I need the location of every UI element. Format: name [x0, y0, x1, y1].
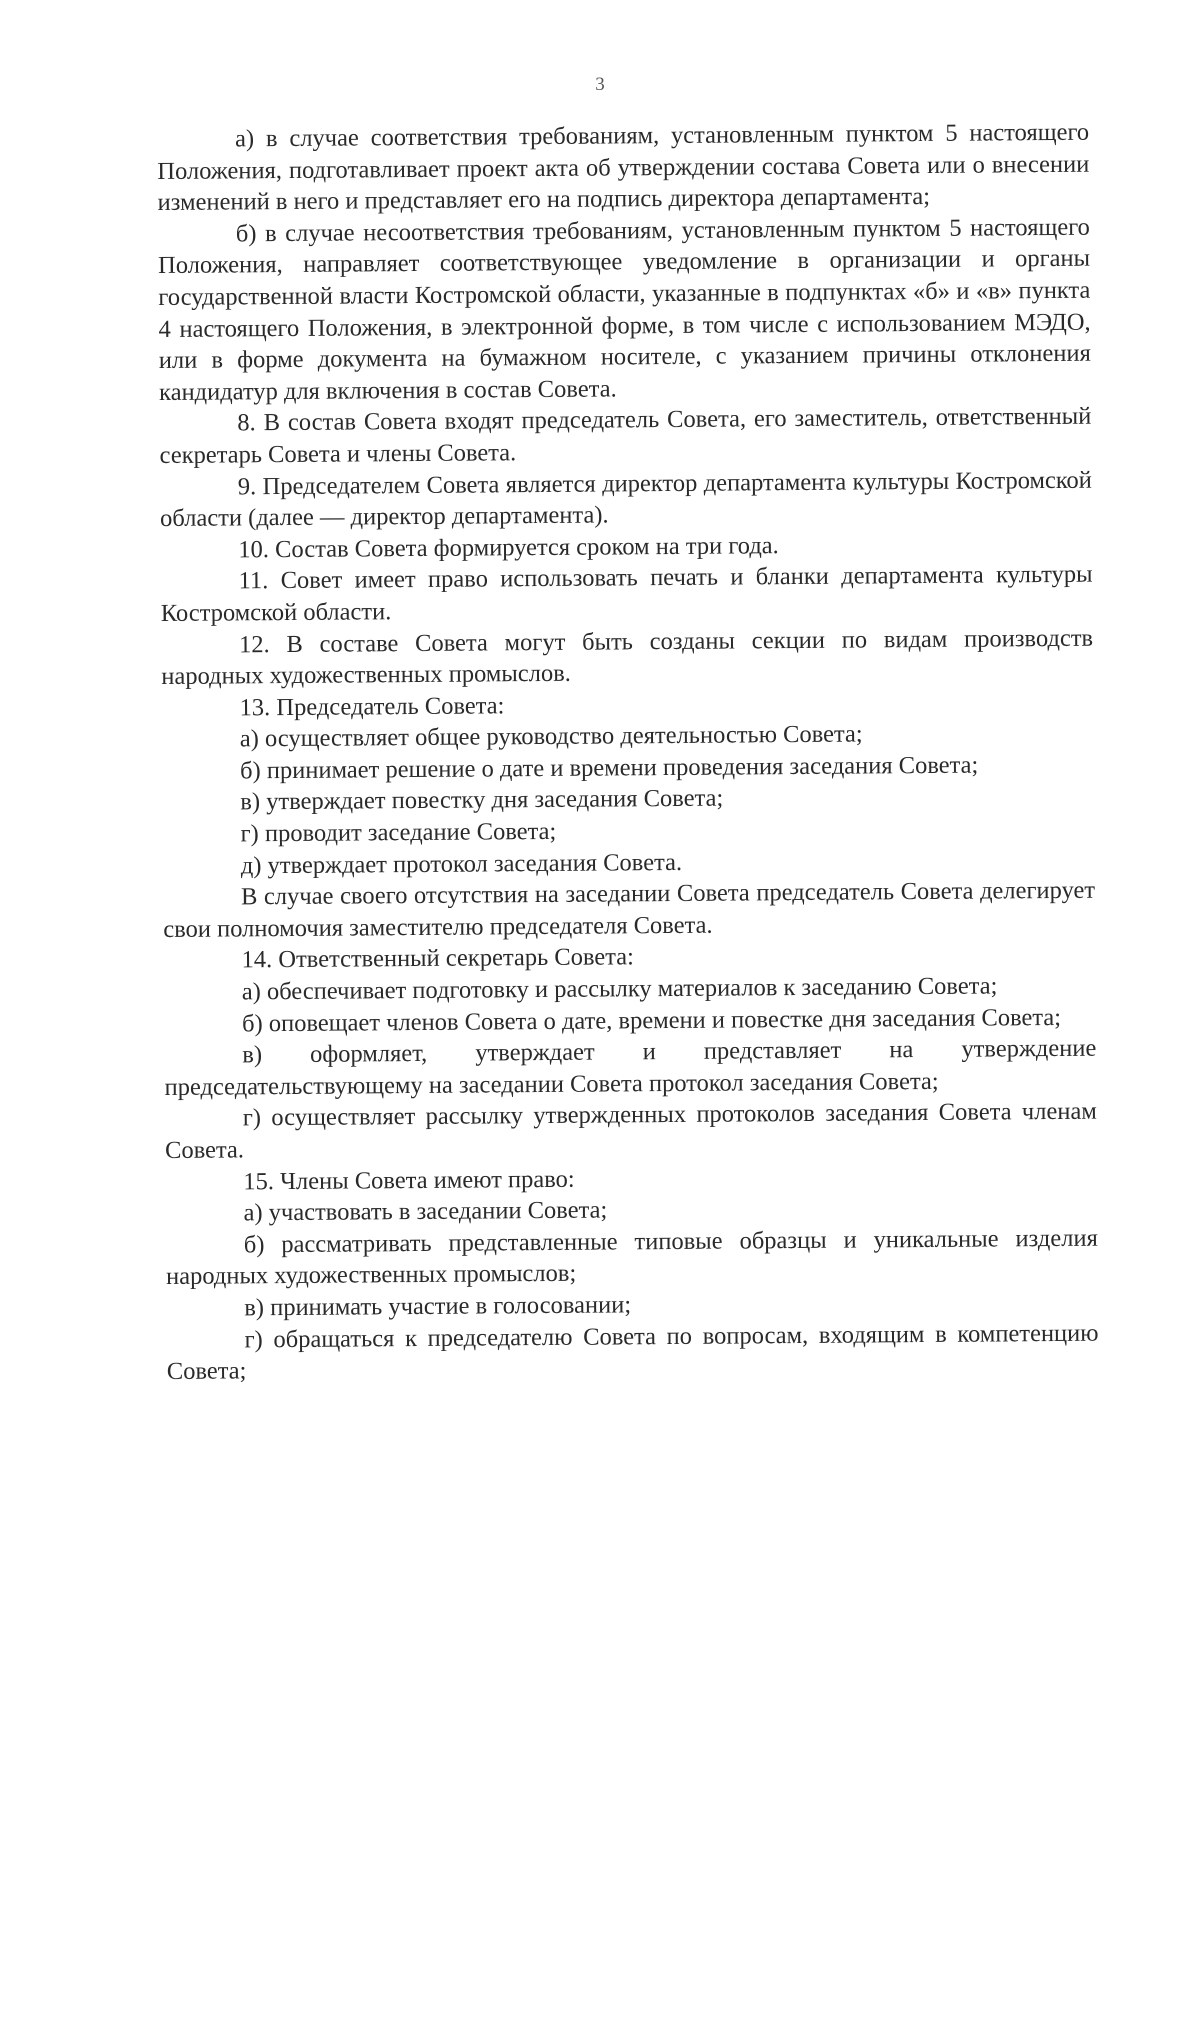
paragraph-15c: в) принимать участие в голосовании;	[244, 1291, 632, 1322]
paragraph-9: 9. Председателем Совета является директор департамента культуры Костромской области (далее — директор департамента).	[159, 466, 1092, 533]
paragraph-10: 10. Состав Совета формируется сроком на три года.	[238, 531, 779, 564]
paragraph-14b: б) оповещает членов Совета о дате, времени и повестке дня заседания Совета;	[241, 1003, 1062, 1037]
paragraph-14a: а) обеспечивает подготовку и рассылку материалов к заседанию Совета;	[241, 972, 998, 1006]
paragraph-13d: г) проводит заседание Совета;	[240, 817, 557, 848]
paragraph-14d: г) осуществляет рассылку утвержденных протоколов заседания Совета членам Совета.	[164, 1098, 1097, 1164]
paragraph-11: 11. Совет имеет право использовать печать и бланки департамента культуры Костромской области.	[160, 560, 1093, 627]
paragraph-12: 12. В составе Совета могут быть созданы секции по видам производств народных художественных промыслов.	[161, 624, 1094, 691]
paragraph-13: 13. Председатель Совета:	[239, 691, 505, 722]
paragraph-13-delegation: В случае своего отсутствия на заседании Совета председатель Совета делегирует свои полномочия заместителю председателя Совета.	[163, 876, 1096, 943]
paragraph-13e: д) утверждает протокол заседания Совета.	[240, 848, 683, 880]
paragraph-15b: б) рассматривать представленные типовые образцы и уникальные изделия народных художественных промыслов;	[165, 1224, 1098, 1291]
paragraph-2a: а) в случае соответствия требованиям, установленным пунктом 5 настоящего Положения, подготавливает проект акта об утверждении состава Совета или о внесении изменений в него и представляет его на подпись директора департамента;	[157, 118, 1090, 217]
paragraph-15d: г) обращаться к председателю Совета по вопросам, входящим в компетенцию Совета;	[166, 1319, 1099, 1386]
paragraph-14: 14. Ответственный секретарь Совета:	[241, 943, 635, 974]
document-body	[157, 117, 1099, 1388]
paragraph-13b: б) принимает решение о дате и времени проведения заседания Совета;	[239, 751, 979, 785]
paragraph-15: 15. Члены Совета имеют право:	[243, 1165, 575, 1195]
paragraph-13a: а) осуществляет общее руководство деятельностью Совета;	[239, 720, 863, 753]
paragraph-14c: в) оформляет, утверждает и представляет на утверждение председательствующему на заседании Совета протокол заседания Совета;	[164, 1034, 1097, 1101]
paragraph-13c: в) утверждает повестку дня заседания Совета;	[240, 785, 724, 816]
page-number: 3	[595, 74, 605, 95]
paragraph-2b: б) в случае несоответствия требованиям, установленным пунктом 5 настоящего Положения, направляет соответствующее уведомление в организации и органы государственной власти Костромской области, указанные в подпунктах «б» и «в» пункта 4 настоящего Положения, в электронной форме, в том числе с использованием МЭДО, или в форме документа на бумажном носителе, с указанием причины отклонения кандидатур для включения в состав Совета.	[158, 213, 1091, 406]
paragraph-8: 8. В состав Совета входят председатель Совета, его заместитель, ответственный секретарь Совета и члены Совета.	[159, 403, 1092, 469]
paragraph-15a: а) участвовать в заседании Совета;	[243, 1196, 608, 1227]
